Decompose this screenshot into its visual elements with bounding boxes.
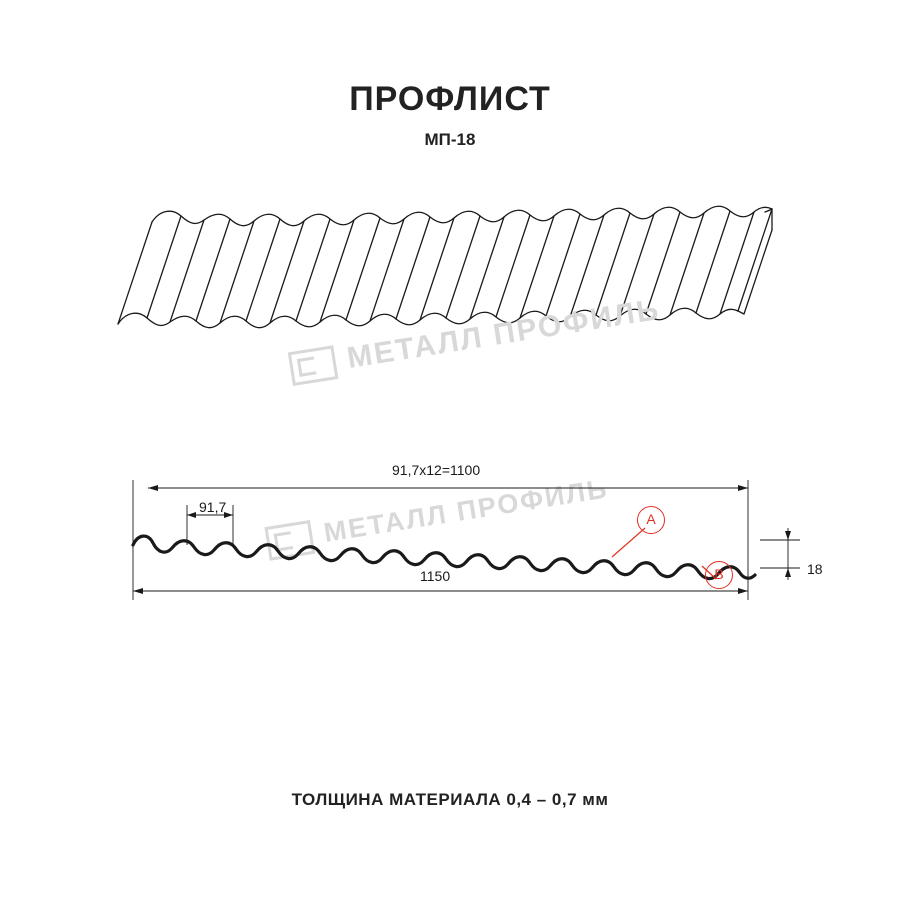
callout-b: B — [705, 561, 733, 589]
dimension-profile-height: 18 — [807, 561, 823, 577]
watermark-bottom-text: МЕТАЛЛ ПРОФИЛЬ — [321, 473, 611, 548]
watermark-top-text: МЕТАЛЛ ПРОФИЛЬ — [344, 292, 663, 376]
material-thickness-note: ТОЛЩИНА МАТЕРИАЛА 0,4 – 0,7 мм — [291, 790, 609, 809]
callout-a: A — [637, 506, 665, 534]
page-title: ПРОФЛИСТ — [349, 80, 551, 118]
profile-model: МП-18 — [424, 130, 476, 149]
dimension-total-width: 1150 — [420, 568, 451, 584]
dimension-working-width: 91,7x12=1100 — [392, 462, 481, 478]
dimension-wave-pitch: 91,7 — [199, 499, 227, 515]
